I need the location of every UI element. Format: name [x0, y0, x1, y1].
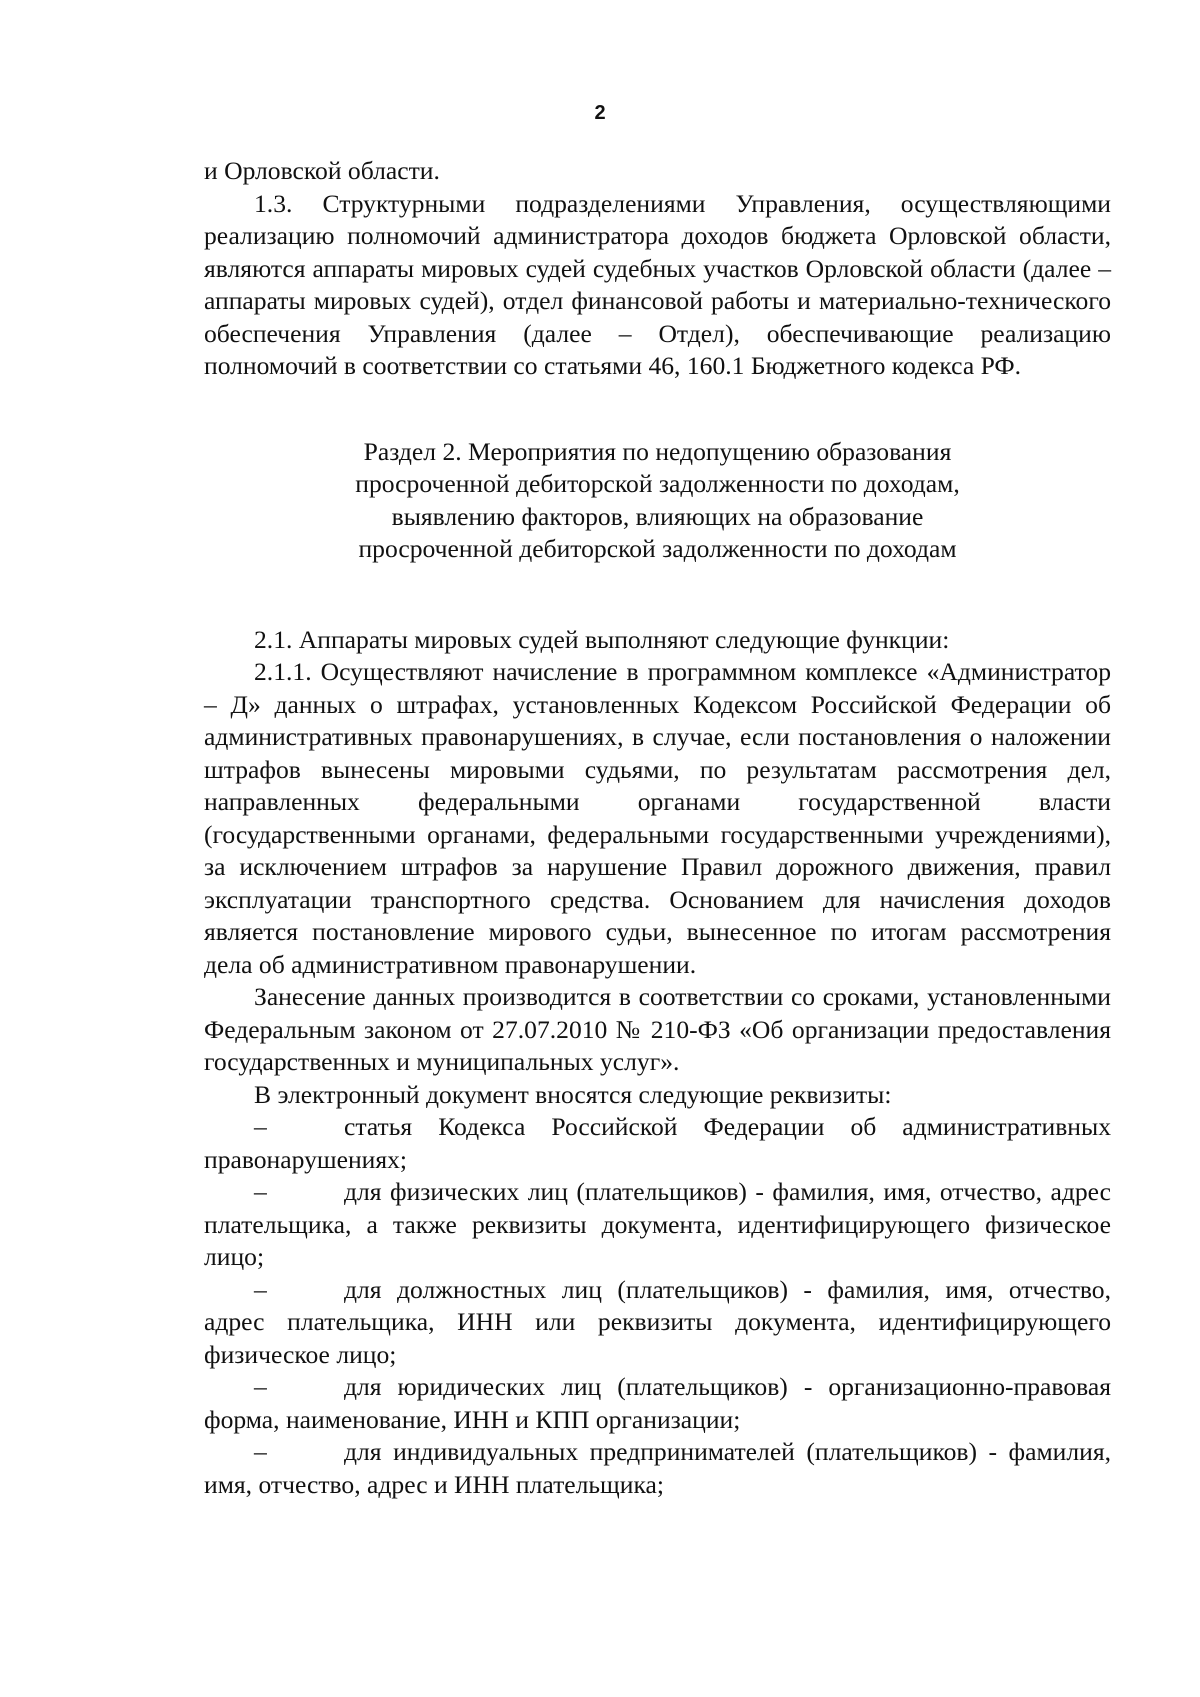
list-item-text: для индивидуальных предпринимателей (плательщиков) - фамилия, имя, отчество, адрес и ИНН плательщика;	[204, 1437, 1111, 1499]
continuation-line: и Орловской области.	[204, 156, 440, 185]
section-2-heading	[204, 436, 1111, 566]
paragraph-2-1: 2.1. Аппараты мировых судей выполняют следующие функции:	[254, 624, 950, 654]
list-item	[204, 1371, 1111, 1436]
dash-marker: –	[254, 1112, 267, 1141]
list-item	[204, 1274, 1111, 1372]
heading-line: Раздел 2. Мероприятия по недопущению образования	[363, 436, 952, 466]
paragraph-data-entry: Занесение данных производится в соответствии со сроками, установленными Федеральным законом от 27.07.2010 № 210-ФЗ «Об организации предоставления государственных и муниципальных услуг».	[204, 982, 1111, 1076]
paragraph-1-3: 1.3. Структурными подразделениями Управления, осуществляющими реализацию полномочий администратора доходов бюджета Орловской области, являются аппараты мировых судей судебных участков Орловской области (далее – аппараты мировых судей), отдел финансовой работы и материально-технического обеспечения Управления (далее – Отдел), обеспечивающие реализацию полномочий в соответствии со статьями 46, 160.1 Бюджетного кодекса РФ.	[204, 188, 1111, 380]
heading-line: просроченной дебиторской задолженности по доходам	[358, 534, 957, 563]
spacer	[204, 566, 1111, 624]
list-item	[204, 1436, 1111, 1501]
paragraph-2-1-1: 2.1.1. Осуществляют начисление в программном комплексе «Администратор – Д» данных о штрафах, установленных Кодексом Российской Федерации об административных правонарушениях, в случае, если постановления о наложении штрафов вынесены мировыми судьями, по результатам рассмотрения дел, направленных федеральными органами государственной власти (государственными органами, федеральными государственными учреждениями), за исключением штрафов за нарушение Правил дорожного движения, правил эксплуатации транспортного средства. Основанием для начисления доходов является постановление мирового судьи, вынесенное по итогам рассмотрения дела об административном правонарушении.	[204, 657, 1111, 979]
dash-marker: –	[254, 1274, 267, 1304]
dash-marker: –	[254, 1437, 267, 1466]
document-body	[204, 155, 1111, 1501]
page-number: 2	[594, 102, 606, 124]
list-item	[204, 1176, 1111, 1274]
list-item	[204, 1111, 1111, 1176]
list-item-text: для юридических лиц (плательщиков) - организационно-правовая форма, наименование, ИНН и КПП организации;	[204, 1372, 1111, 1434]
dash-marker: –	[254, 1177, 267, 1206]
heading-line: просроченной дебиторской задолженности по доходам,	[355, 469, 960, 498]
list-item-text: статья Кодекса Российской Федерации об административных правонарушениях;	[204, 1112, 1111, 1174]
list-item-text: для физических лиц (плательщиков) - фамилия, имя, отчество, адрес плательщика, а также реквизиты документа, идентифицирующего физическое лицо;	[204, 1177, 1111, 1271]
heading-line: выявлению факторов, влияющих на образование	[391, 501, 924, 531]
dash-marker: –	[254, 1372, 267, 1401]
list-item-text: для должностных лиц (плательщиков) - фамилия, имя, отчество, адрес плательщика, ИНН или реквизиты документа, идентифицирующего физическое лицо;	[204, 1274, 1111, 1369]
paragraph-requisites: В электронный документ вносятся следующие реквизиты:	[254, 1079, 892, 1109]
